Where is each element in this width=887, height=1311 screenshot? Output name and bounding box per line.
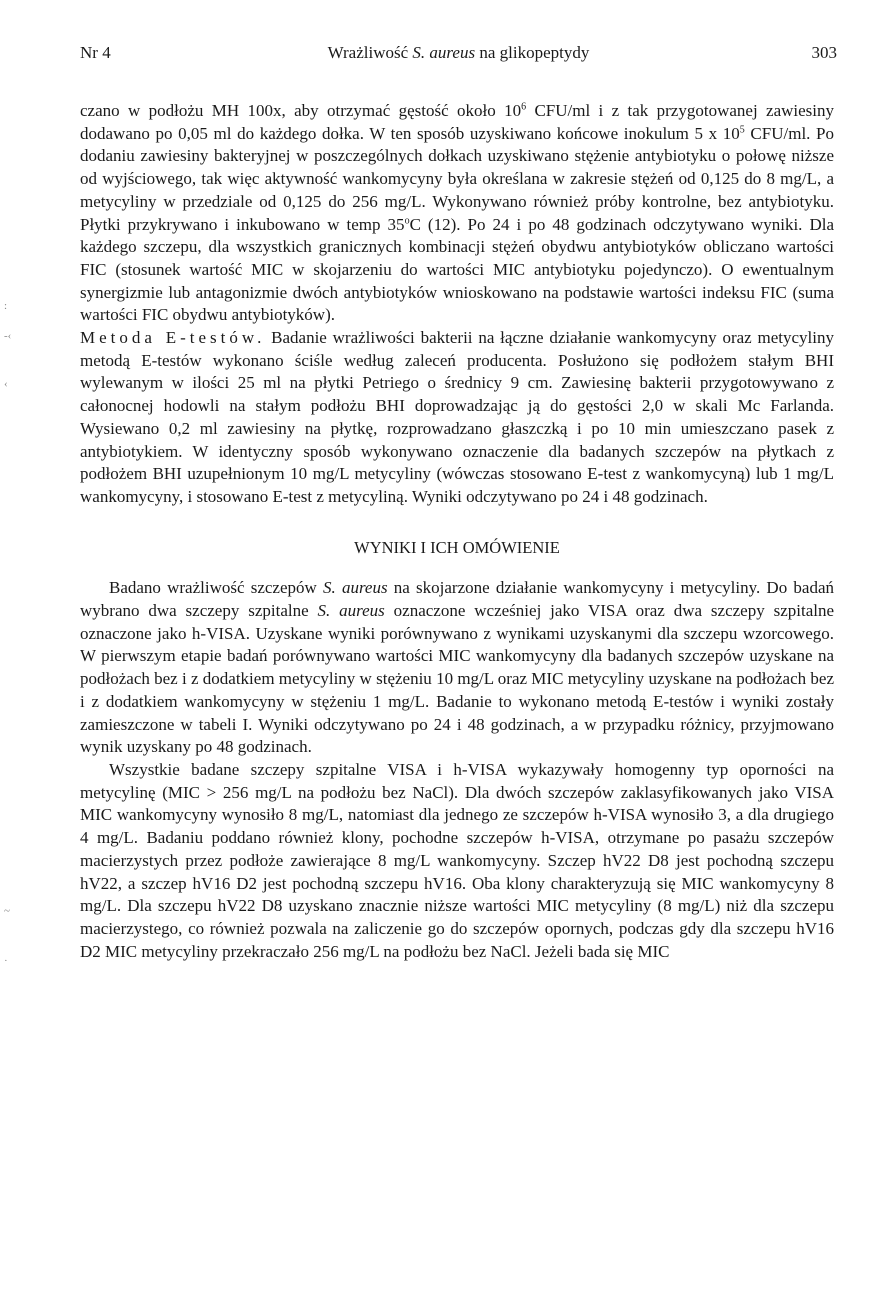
journal-issue: Nr 4 (80, 43, 111, 62)
scan-mark: · (4, 955, 8, 967)
method-heading: Metoda E-testów. (80, 328, 266, 348)
scan-mark: -‹ (4, 330, 12, 342)
paragraph-etest-method: Metoda E-testów. Badanie wrażliwości bakterii na łączne działanie wankomycyny oraz metycyliny metodą E-testów wykonano ściśle według zaleceń producenta. Posłużono się podłożem stałym BHI wylewanym w ilości 25 ml na płytki Petriego o średnicy 9 cm. Zawiesinę bakterii przygotowywano z całonocnej hodowli na stałym podłożu BHI doprowadzając ją do gęstości 2,0 w skali Mc Farlanda. Wysiewano 0,2 ml zawiesiny na płytkę, rozprowadzano głaszczką i po 10 min umieszczano pasek z antybiotykiem. W identyczny sposób wykonywano oznaczenie dla badanych szczepów na płytkach z podłożem BHI uzupełnionym 10 mg/L metycyliny (wówczas stosowano E-test z wankomycyną) lub 1 mg/L wankomycyny, i stosowano E-test z metycyliną. Wyniki odczytywano po 24 i 48 godzinach. (80, 328, 834, 506)
scan-mark: ‹ (4, 378, 8, 390)
paragraph-results-strains: Wszystkie badane szczepy szpitalne VISA i h-VISA wykazywały homogenny typ oporności na metycylinę (MIC > 256 mg/L na podłożu bez NaCl). Dla dwóch szczepów zaklasyfikowanych jako VISA MIC wankomycyny wynosiło 8 mg/L, natomiast dla jednego ze szczepów h-VISA wynosiło 3, a dla drugiego 4 mg/L. Badaniu poddano również klony, pochodne szczepów h-VISA, otrzymane po pasażu szczepów macierzystych przez podłoże zawierające 8 mg/L wankomycyny. Szczep hV22 D8 jest pochodną szczepu hV22, a szczep hV16 D2 jest pochodną szczepu hV16. Oba klony charakteryzują się MIC wankomycyny 8 mg/L. Dla szczepu hV22 D8 uzyskano znacznie niższe wartości MIC metycyliny (8 mg/L) niż dla szczepu macierzystego, co również pozwala na zaliczenie go do szczepów opornych, podczas gdy dla szczepu hV16 D2 MIC metycyliny przekraczało 256 mg/L na podłożu bez NaCl. Jeżeli bada się MIC (80, 759, 834, 961)
scan-mark: ~ (4, 905, 10, 917)
section-title: WYNIKI I ICH OMÓWIENIE (354, 537, 560, 557)
scan-mark: : (4, 300, 8, 312)
paragraph-results-intro: Badano wrażliwość szczepów S. aureus na skojarzone działanie wankomycyny i metycyliny. Do badań wybrano dwa szczepy szpitalne S. aureus oznaczone wcześniej jako VISA oraz dwa szczepy szpitalne oznaczone jako h-VISA. Uzyskane wyniki porównywano z wynikami uzyskanymi dla szczepu wzorcowego. W pierwszym etapie badań porównywano wartości MIC wankomycyny dla badanych szczepów uzyskane na podłożach bez i z dodatkiem metycyliny w stężeniu 10 mg/L oraz MIC metycyliny uzyskane na podłożach bez i z dodatkiem wankomycyny w stężeniu 1 mg/L. Badanie to wykonano metodą E-testów i wyniki zostały zamieszczone w tabeli I. Wyniki odczytywano po 24 i 48 godzinach, a w przypadku różnicy, przyjmowano wynik uzyskany po 48 godzinach. (80, 578, 835, 757)
paragraph-methods-continued: czano w podłożu MH 100x, aby otrzymać gęstość około $10^6$ CFU/ml i z tak przygotowanej zawiesiny dodawano po 0,05 ml do każdego dołka. W ten sposób uzyskiwano końcowe inokulum 5 x $10^5$ CFU/ml. Po dodaniu zawiesiny bakteryjnej w poszczególnych dołkach uzyskiwano stężenie antybiotyku o połowę niższe od wyjściowego, tak więc aktywność wankomycyny była określana w zakresie stężeń od 0,125 do 8 mg/L, a metycyliny w przedziale od 0,125 do 256 mg/L. Wykonywano również próby kontrolne, bez antybiotyku. Płytki przykrywano i inkubowano w temp 35$^o$C (12). Po 24 i po 48 godzinach odczytywano wyniki. Dla każdego szczepu, dla wszystkich granicznych kombinacji stężeń obydwu antybiotyków obliczano wartości FIC (stosunek wartość MIC w skojarzeniu do wartości MIC antybiotyku pojedynczo). O ewentualnym synergizmie lub antagonizmie dwóch antybiotyków wnioskowano na podstawie wartości indeksu FIC (suma wartości FIC obydwu antybiotyków). (80, 101, 834, 325)
running-title: Wrażliwość S. aureus na glikopeptydy (327, 43, 590, 62)
running-header (80, 43, 837, 69)
body-text (80, 100, 834, 963)
page-number: 303 (811, 43, 837, 62)
